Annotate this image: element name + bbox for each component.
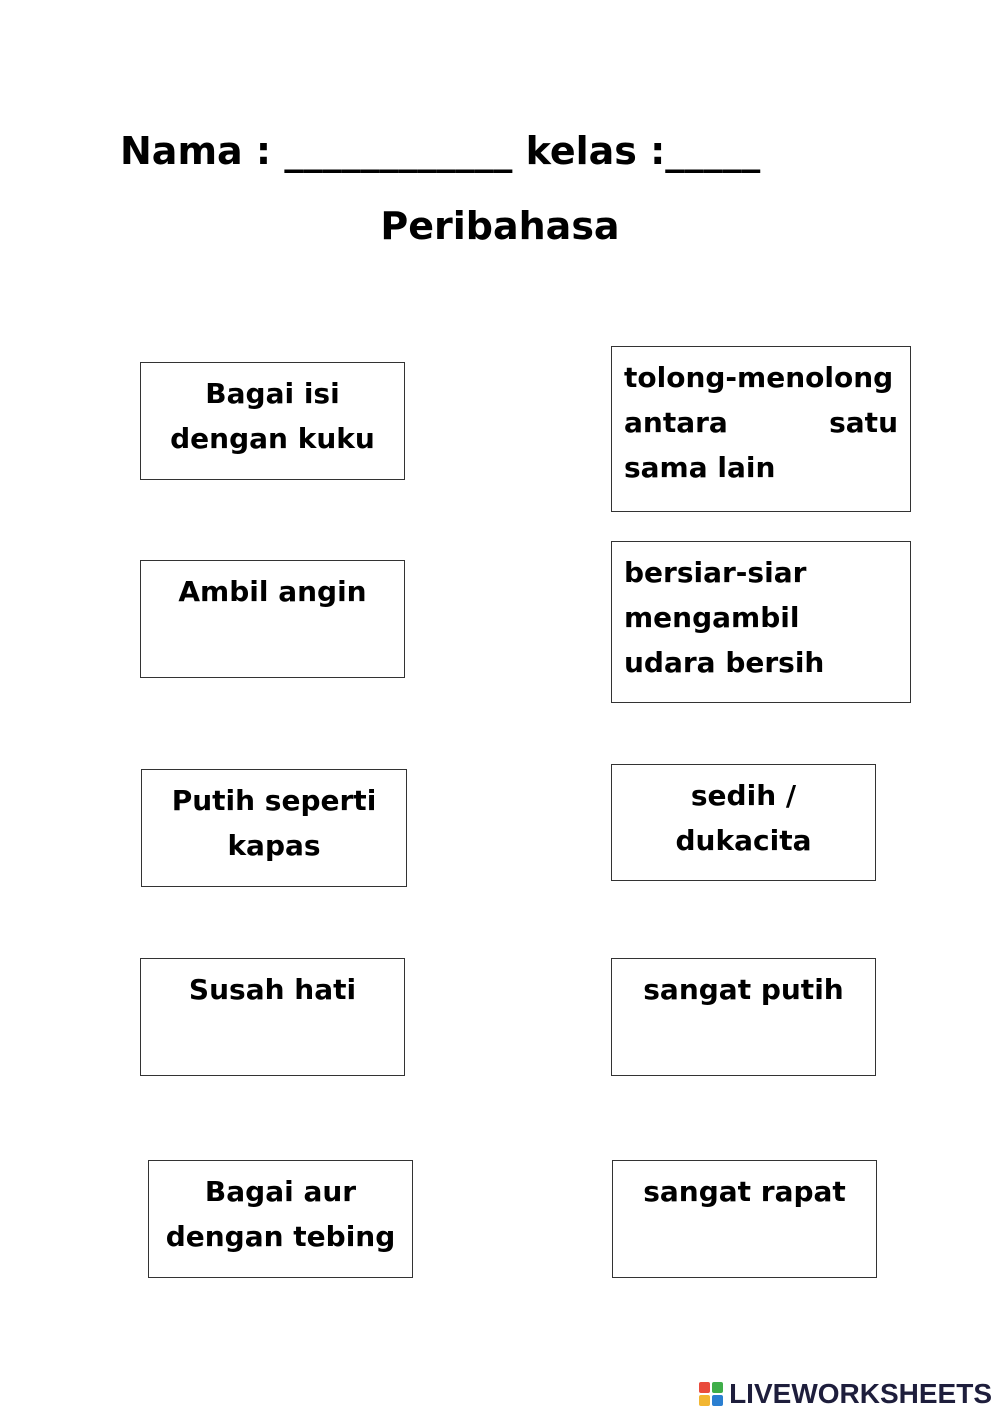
meaning-box-3[interactable] — [611, 764, 876, 881]
proverb-text: Bagai isi dengan kuku — [170, 377, 375, 455]
name-class-line: Nama : ____________ kelas :_____ — [120, 129, 761, 173]
meaning-box-1[interactable] — [611, 346, 911, 512]
meaning-text: bersiar-siar mengambil udara bersih — [624, 556, 825, 679]
logo-square — [712, 1395, 723, 1406]
proverb-text: Putih seperti kapas — [171, 784, 377, 862]
meaning-box-4[interactable] — [611, 958, 876, 1076]
meaning-text: tolong-menolong antara satu sama lain — [624, 361, 898, 484]
proverb-text: Susah hati — [188, 973, 357, 1006]
page-title: Peribahasa — [380, 204, 620, 248]
proverb-box-1[interactable] — [140, 362, 405, 480]
logo-square — [699, 1395, 710, 1406]
meaning-text: sangat putih — [643, 973, 844, 1006]
meaning-text: sedih / dukacita — [675, 779, 812, 857]
logo-square — [712, 1382, 723, 1393]
proverb-box-5[interactable] — [148, 1160, 413, 1278]
logo-square — [699, 1382, 710, 1393]
meaning-box-2[interactable] — [611, 541, 911, 703]
meaning-box-5[interactable] — [612, 1160, 877, 1278]
proverb-box-4[interactable] — [140, 958, 405, 1076]
proverb-box-3[interactable] — [141, 769, 407, 887]
logo-squares-icon — [699, 1382, 723, 1406]
proverb-box-2[interactable] — [140, 560, 405, 678]
logo-text: LIVEWORKSHEETS — [729, 1378, 992, 1409]
proverb-text: Bagai aur dengan tebing — [165, 1175, 396, 1253]
meaning-text: sangat rapat — [643, 1175, 846, 1208]
proverb-text: Ambil angin — [178, 575, 367, 608]
liveworksheets-logo[interactable] — [699, 1377, 992, 1411]
